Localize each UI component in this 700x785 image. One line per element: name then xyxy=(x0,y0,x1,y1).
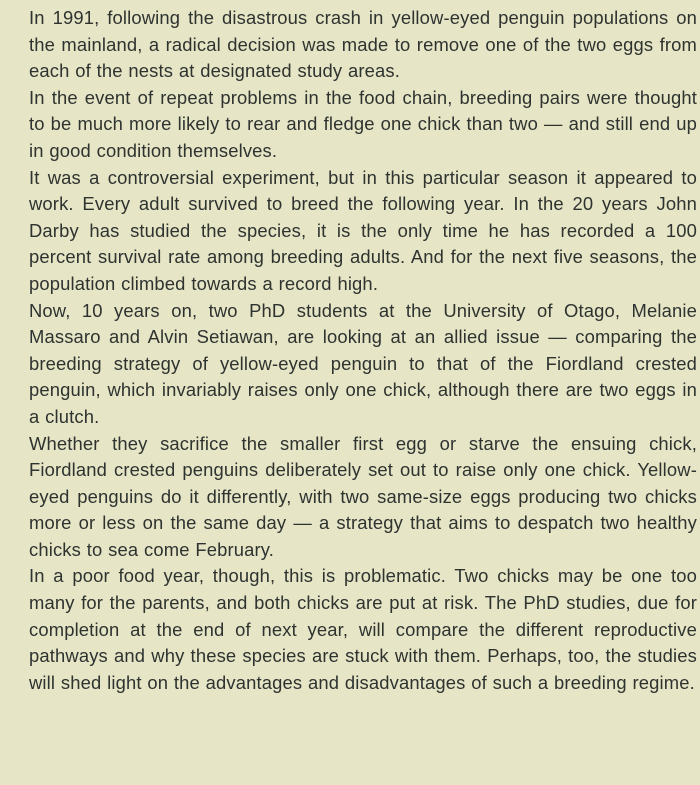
paragraph-experiment-result: It was a controversial experiment, but in this particular season it appeared to work. Every adult survived to breed the following year. In the 20 years John Darby has studied the species, it is the only time he has recorded a 100 percent survival rate among breeding adults. And for the next five seasons, the population climbed towards a record high. xyxy=(29,166,697,294)
paragraph-egg-removal: In 1991, following the disastrous crash in yellow-eyed penguin populations on the mainland, a radical decision was made to remove one of the two eggs from each of the nests at designated study areas. xyxy=(29,7,697,82)
paragraph-phd-students: Now, 10 years on, two PhD students at the University of Otago, Melanie Massaro and Alvin Setiawan, are looking at an allied issue — comparing the breeding strategy of yellow-eyed penguin to that of the Fiordland crested penguin, which invariably raises only one chick, although there are two eggs in a clutch. xyxy=(29,299,697,427)
article-body xyxy=(29,5,697,696)
paragraph-breeding-strategies: Whether they sacrifice the smaller first egg or starve the ensuing chick, Fiordland crested penguins deliberately set out to raise only one chick. Yellow-eyed penguins do it differently, with two same-size eggs producing two chicks more or less on the same day — a strategy that aims to despatch two healthy chicks to sea come February. xyxy=(29,432,697,560)
paragraph-poor-food-year: In a poor food year, though, this is problematic. Two chicks may be one too many for the parents, and both chicks are put at risk. The PhD studies, due for completion at the end of next year, will compare the different reproductive pathways and why these species are stuck with them. Perhaps, too, the studies will shed light on the advantages and disadvantages of such a breeding regime. xyxy=(29,565,697,693)
paragraph-food-chain: In the event of repeat problems in the food chain, breeding pairs were thought to be much more likely to rear and fledge one chick than two — and still end up in good condition themselves. xyxy=(29,86,697,161)
